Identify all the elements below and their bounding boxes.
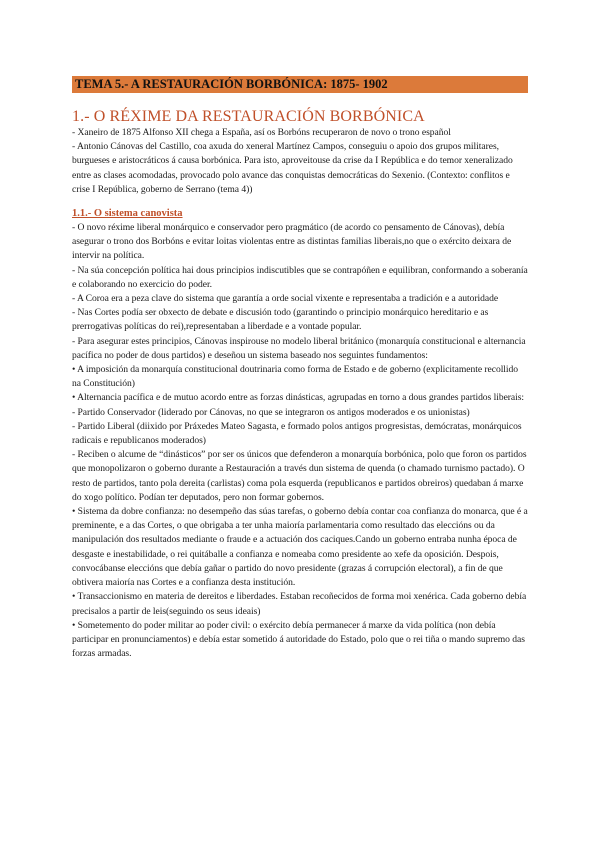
section-heading: 1.- O RÉXIME DA RESTAURACIÓN BORBÓNICA bbox=[72, 108, 425, 125]
bullet-item: • Transaccionismo en materia de dereitos e liberdades. Estaban recoñecidos de forma moi xenérica. Cada goberno debía precisalos a partir de leis(seguindo os seus ideais) bbox=[72, 591, 527, 617]
bullet-item: • A imposición da monarquía constitucional doutrinaria como forma de Estado e de goberno (explicitamente recollido na Constitución) bbox=[72, 364, 519, 390]
paragraph: - O novo réxime liberal monárquico e conservador pero pragmático (de acordo co pensamento de Cánovas), debía asegurar o trono dos Borbóns e evitar loitas violentas entre as distintas familias liberais,no que o exército deixara de intervir na política. bbox=[72, 222, 512, 262]
document-content bbox=[72, 74, 528, 661]
bullet-item: • Sistema da dobre confianza: no desempeño das súas tarefas, o goberno debía contar coa confianza do monarca, que é a preminente, e a das Cortes, o que obrigaba a ter unha maioría parlamentaria como resultado das eleccións ou da manipulación dos resultados mediante o fraude e a actuación dos caciques.Cando un goberno entraba nunha época de desgaste e inestabilidade, o rei quitáballe a confianza e nomeaba como presidente ao xefe da oposición. Despois, convocábanse eleccións que debía gañar o partido do novo presidente (grazas á corrupción electoral), a fin de que obtivera maioría nas Cortes e a confianza desta institución. bbox=[72, 506, 528, 589]
paragraph: - Xaneiro de 1875 Alfonso XII chega a España, así os Borbóns recuperaron de novo o trono español bbox=[72, 127, 451, 138]
paragraph: - Na súa concepción política hai dous principios indiscutibles que se contrapóñen e equilibran, conformando a soberanía e colaborando no exercicio do poder. bbox=[72, 264, 528, 290]
paragraph: - Nas Cortes podía ser obxecto de debate e discusión todo (garantindo o principio monárquico hereditario e as prerrogativas políticas do rei),representaban a liberdade e a vontade popular. bbox=[72, 307, 489, 333]
bullet-item: • Sometemento do poder militar ao poder civil: o exército debía permanecer á marxe da vida política (non debía participar en pronunciamentos) e debía estar sometido á autoridade do Estado, polo que o rei tiña o mando supremo das forzas armadas. bbox=[72, 619, 525, 660]
document-title: TEMA 5.- A RESTAURACIÓN BORBÓNICA: 1875- 1902 bbox=[72, 76, 528, 93]
paragraph: - Reciben o alcume de “dinásticos” por ser os únicos que defenderon a monarquía borbónica, polo que foron os partidos que monopolizaron o goberno durante a Restauración a través dun sistema de quenda (o chamado turnismo pactado). O resto de partidos, tanto pola dereita (carlistas) coma pola esquerda (republicanos e partidos obreiros) quedaban á marxe do xogo político. Podían ter deputados, pero non formar gobernos. bbox=[72, 449, 527, 503]
bullet-item: • Alternancia pacífica e de mutuo acordo entre as forzas dinásticas, agrupadas en torno a dous grandes partidos liberais: bbox=[72, 392, 525, 404]
paragraph: - Antonio Cánovas del Castillo, coa axuda do xeneral Martínez Campos, conseguiu o apoio dos grupos militares, burgueses e aristocráticos á causa borbónica. Para isto, aproveitouse da crise da I República e do temor xeneralizado entre as clases acomodadas, provocado polo avance das conquistas democráticas do Sexenio. (Contexto: conflitos e crise I República, goberno de Serrano (tema 4)) bbox=[72, 141, 513, 195]
subsection-heading: 1.1.- O sistema canovista bbox=[72, 208, 183, 220]
paragraph: - Para asegurar estes principios, Cánovas inspirouse no modelo liberal británico (monarquía constitucional e alternancia pacífica no poder de dous partidos) e deseñou un sistema baseado nos seguintes fundamentos: bbox=[72, 335, 526, 361]
paragraph: - A Coroa era a peza clave do sistema que garantía a orde social vixente e representaba a tradición e a autoridade bbox=[72, 293, 499, 305]
paragraph: - Partido Conservador (liderado por Cánovas, no que se integraron os antigos moderados e os unionistas) bbox=[72, 406, 470, 418]
paragraph: - Partido Liberal (diixido por Práxedes Mateo Sagasta, e formado polos antigos progresistas, demócratas, monárquicos radicais e republicanos moderados) bbox=[72, 420, 522, 447]
